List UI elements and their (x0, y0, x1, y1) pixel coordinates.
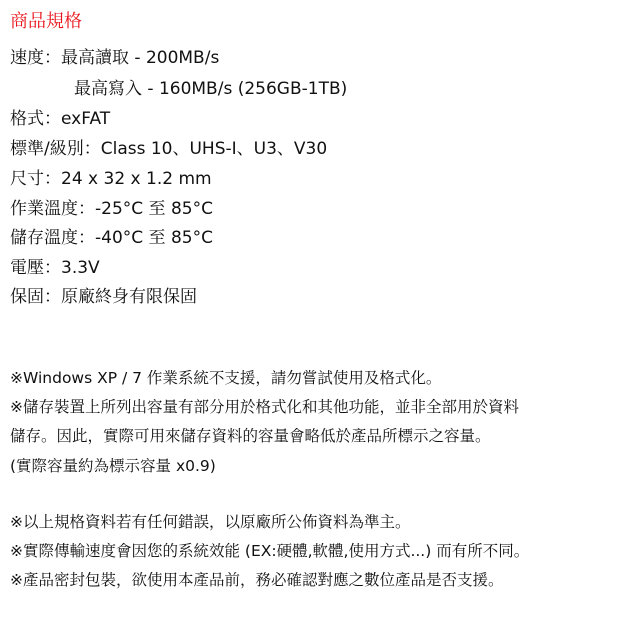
spec-row-speed-read (10, 46, 219, 70)
spec-row-warranty (10, 285, 197, 309)
note-capacity-ratio: (實際容量約為標示容量 x0.9) (10, 457, 216, 475)
spec-label-dimensions: 尺寸： (10, 169, 61, 189)
spec-label-speed: 速度： (10, 48, 61, 68)
spec-row-standard (10, 137, 327, 161)
note-transfer-speed: ※實際傳輸速度會因您的系統效能 (EX:硬體,軟體,使用方式...) 而有所不同。 (10, 542, 530, 560)
spec-row-speed-write (10, 77, 347, 101)
spec-row-storage-temp (10, 226, 213, 250)
spec-value-standard: Class 10、UHS-I、U3、V30 (100, 139, 328, 159)
spec-value-write-speed: 最高寫入 - 160MB/s (256GB-1TB) (74, 79, 348, 99)
spec-value-warranty: 原廠終身有限保固 (61, 287, 197, 307)
spec-label-format: 格式： (10, 109, 61, 129)
spec-row-format (10, 107, 110, 131)
spec-value-dimensions: 24 x 32 x 1.2 mm (61, 169, 212, 189)
spec-label-operating-temp: 作業溫度： (10, 199, 95, 219)
spec-value-operating-temp: -25°C 至 85°C (95, 199, 213, 219)
spec-label-warranty: 保固： (10, 287, 61, 307)
note-sealed-package: ※產品密封包裝，欲使用本產品前，務必確認對應之數位產品是否支援。 (10, 571, 504, 589)
spec-label-storage-temp: 儲存溫度： (10, 228, 95, 248)
spec-row-voltage (10, 256, 100, 280)
spec-row-dimensions (10, 167, 212, 191)
spec-value-format: exFAT (61, 109, 111, 129)
spec-row-operating-temp (10, 197, 213, 221)
spec-value-storage-temp: -40°C 至 85°C (95, 228, 213, 248)
spec-label-voltage: 電壓： (10, 258, 61, 278)
note-spec-errors: ※以上規格資料若有任何錯誤，以原廠所公佈資料為準主。 (10, 513, 411, 531)
spec-value-read-speed: 最高讀取 - 200MB/s (61, 48, 220, 68)
spec-label-standard: 標準/級別： (10, 139, 101, 159)
spec-value-voltage: 3.3V (61, 258, 100, 278)
note-os-unsupported: ※Windows XP / 7 作業系統不支援，請勿嘗試使用及格式化。 (10, 369, 442, 387)
note-capacity-line-2: 儲存。因此，實際可用來儲存資料的容量會略低於產品所標示之容量。 (10, 427, 491, 445)
note-capacity-line-1: ※儲存裝置上所列出容量有部分用於格式化和其他功能，並非全部用於資料 (10, 398, 519, 416)
section-title: 商品規格 (10, 11, 82, 32)
